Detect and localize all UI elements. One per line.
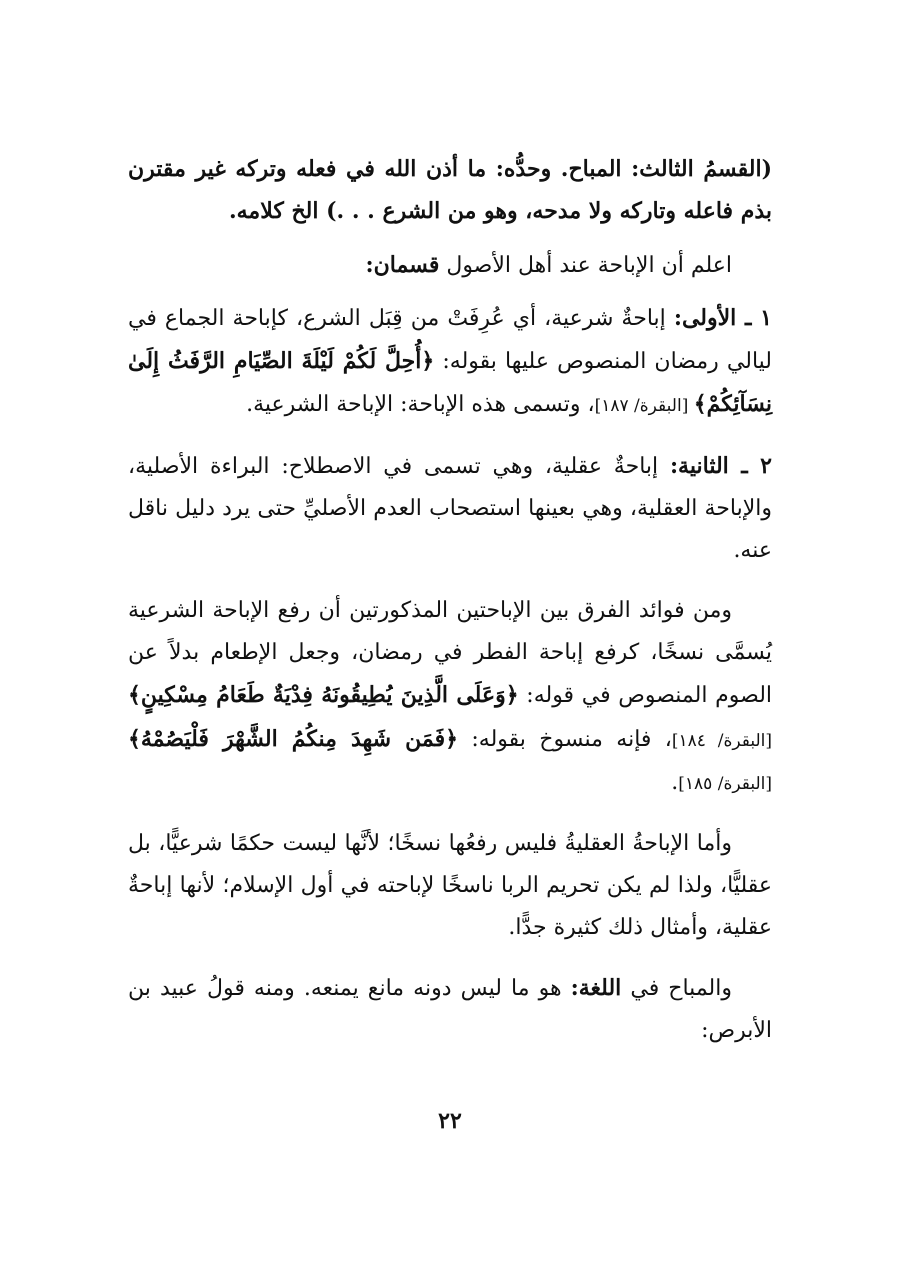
- intro-paragraph: [128, 244, 772, 287]
- paragraph-rational-permission: [128, 823, 772, 949]
- item-first-legal-permission: [128, 297, 772, 427]
- paragraph-linguistic-text-1: والمباح في: [621, 976, 732, 1001]
- intro-text: اعلم أن الإباحة عند أهل الأصول: [439, 253, 732, 278]
- quran-reference-185: [البقرة/ ١٨٥]: [678, 774, 772, 794]
- quran-verse-185: ﴿فَمَن شَهِدَ مِنكُمُ الشَّهْرَ فَلْيَصُمْهُ﴾: [128, 726, 459, 752]
- item-first-lead: ١ ـ الأولى:: [673, 305, 772, 331]
- item-second-text: إباحةٌ عقلية، وهي تسمى في الاصطلاح: البراءة الأصلية، والإباحة العقلية، وهي بعينها استصحاب العدم الأصليِّ حتى يرد دليل ناقل عنه.: [128, 454, 772, 563]
- quran-reference-184: [البقرة/ ١٨٤]: [671, 731, 772, 751]
- quran-reference-187: [البقرة/ ١٨٧]: [594, 396, 694, 416]
- paragraph-abrogation-text-2: ، فإنه منسوخ بقوله:: [458, 727, 672, 752]
- item-second-rational-permission: [128, 445, 772, 572]
- quran-verse-187: ﴿أُحِلَّ لَكُمْ لَيْلَةَ الصِّيَامِ الرَّفَثُ إِلَىٰ نِسَآئِكُمْ﴾: [128, 348, 772, 417]
- quran-verse-184: ﴿وَعَلَى الَّذِينَ يُطِيقُونَهُ فِدْيَةٌ طَعَامُ مِسْكِينٍ﴾: [128, 682, 519, 708]
- paragraph-abrogation-text-1: ومن فوائد الفرق بين الإباحتين المذكورتين أن رفع الإباحة الشرعية يُسمَّى نسخًا، كرفع إباحة الفطر في رمضان، وجعل الإطعام بدلاً عن الصوم المنصوص في قوله:: [128, 598, 773, 708]
- page-number: ٢٢: [438, 1108, 462, 1134]
- item-second-lead: ٢ ـ الثانية:: [669, 453, 772, 479]
- item-first-text-1: إباحةٌ شرعية، أي عُرِفَتْ من قِبَل الشرع، كإباحة الجماع في ليالي رمضان المنصوص عليها بقوله:: [128, 306, 772, 374]
- paragraph-linguistic-meaning: [128, 967, 772, 1052]
- paragraph-abrogation: [128, 590, 772, 805]
- intro-bold-text: قسمان:: [365, 252, 440, 278]
- paragraph-linguistic-text-2: هو ما ليس دونه مانع يمنعه. ومنه قولُ عبيد بن الأبرص:: [128, 976, 772, 1043]
- quoted-definition: [128, 148, 772, 232]
- paragraph-linguistic-bold: اللغة:: [570, 975, 622, 1001]
- item-first-text-2: ، وتسمى هذه الإباحة: الإباحة الشرعية.: [246, 392, 595, 417]
- paragraph-rational-text: وأما الإباحةُ العقليةُ فليس رفعُها نسخًا؛ لأنَّها ليست حكمًا شرعيًّا، بل عقليًّا، ولذا لم يكن تحريم الربا ناسخًا لإباحته في أول الإسلام؛ لأنها إباحةٌ عقلية، وأمثال ذلك كثيرة جدًّا.: [128, 831, 772, 940]
- quoted-definition-text: (القسمُ الثالث: المباح. وحدُّه: ما أذن الله في فعله وتركه غير مقترن بذم فاعله وتاركه ولا مدحه، وهو من الشرع . . .) الخ كلامه.: [128, 156, 772, 224]
- paragraph-abrogation-text-3: .: [671, 770, 679, 795]
